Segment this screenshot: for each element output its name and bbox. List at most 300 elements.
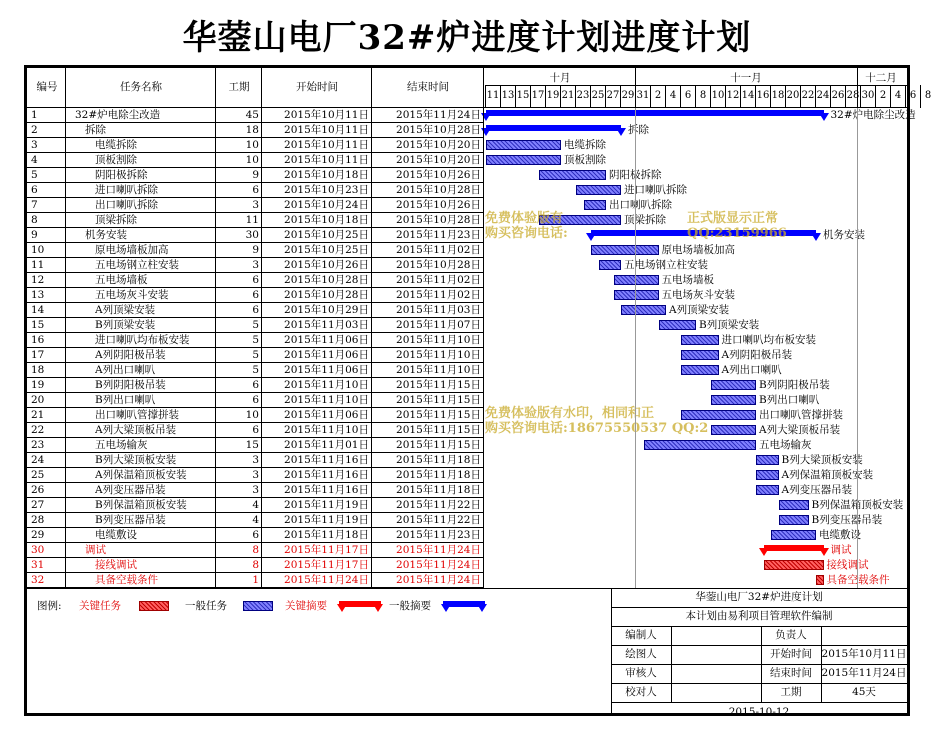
day-tick-label: 10 [711, 90, 725, 101]
day-tick-label: 4 [669, 90, 677, 101]
task-name: 五电场灰斗安装 [95, 289, 169, 301]
day-tick-label: 6 [684, 90, 692, 101]
task-end: 2015年10月20日 [396, 154, 481, 166]
task-duration: 3 [252, 259, 259, 271]
task-bar [816, 575, 824, 585]
task-name: 电缆拆除 [95, 139, 137, 151]
month-separator [857, 68, 858, 108]
infobox-col-line [761, 626, 762, 702]
task-duration: 3 [252, 199, 259, 211]
task-bar [486, 155, 561, 165]
task-end: 2015年11月10日 [396, 364, 481, 376]
day-tick-label: 22 [801, 90, 815, 101]
day-tick-label: 8 [924, 90, 932, 101]
watermark-text: 购买咨询电话:18675550537 QQ:2 [485, 421, 709, 436]
task-name: 五电场墙板 [95, 274, 148, 286]
summary-right-cap [819, 548, 829, 556]
month-oct: 十月 [549, 72, 571, 84]
task-id: 1 [31, 109, 38, 121]
task-name: 进口喇叭均布板安装 [95, 334, 190, 346]
task-bar-label: 进口喇叭均布板安装 [721, 334, 816, 346]
task-bar [621, 305, 666, 315]
task-start: 2015年11月06日 [284, 364, 369, 376]
task-name: A列顶梁安装 [95, 304, 156, 316]
task-duration: 4 [252, 514, 259, 526]
task-name: 顶板割除 [95, 154, 137, 166]
task-end: 2015年10月26日 [396, 199, 481, 211]
summary-left-cap [586, 233, 596, 241]
task-bar-label: A列出口喇叭 [721, 364, 782, 376]
task-bar-label: 五电场钢立柱安装 [624, 259, 708, 271]
infobox-value: 2015年10月11日 [821, 648, 907, 660]
task-duration: 10 [245, 154, 259, 166]
task-id: 14 [31, 304, 45, 316]
task-id: 29 [31, 529, 45, 541]
task-id: 16 [31, 334, 45, 346]
day-tick-label: 14 [741, 90, 755, 101]
task-start: 2015年11月16日 [284, 469, 369, 481]
task-end: 2015年10月28日 [396, 259, 481, 271]
task-duration: 11 [245, 214, 259, 226]
task-name: B列大梁顶板安装 [95, 454, 177, 466]
task-duration: 3 [252, 454, 259, 466]
day-tick-label: 15 [516, 90, 530, 101]
task-end: 2015年11月24日 [396, 559, 481, 571]
task-name: 具备空载条件 [95, 574, 158, 586]
task-start: 2015年10月29日 [284, 304, 369, 316]
task-duration: 8 [252, 559, 259, 571]
day-tick-label: 11 [486, 90, 500, 101]
task-end: 2015年11月15日 [396, 424, 481, 436]
task-start: 2015年10月25日 [284, 229, 369, 241]
legend-normal-summary-right-cap [477, 604, 487, 612]
task-start: 2015年11月19日 [284, 499, 369, 511]
header-duration: 工期 [228, 81, 250, 93]
day-tick-label: 16 [756, 90, 770, 101]
task-bar [599, 260, 622, 270]
task-duration: 6 [252, 394, 259, 406]
task-duration: 45 [245, 109, 259, 121]
infobox-col-line [671, 626, 672, 702]
task-bar-label: 机务安装 [823, 229, 865, 241]
task-id: 11 [31, 259, 45, 271]
page-title: 华蓥山电厂32#炉进度计划进度计划 [182, 18, 752, 58]
task-duration: 5 [252, 349, 259, 361]
task-bar [681, 365, 719, 375]
task-bar [681, 350, 719, 360]
header-id: 编号 [36, 81, 58, 93]
day-tick-label: 30 [861, 90, 875, 101]
task-bar-label: 拆除 [628, 124, 649, 136]
task-end: 2015年11月07日 [396, 319, 481, 331]
legend-label: 图例: [37, 600, 62, 612]
task-duration: 6 [252, 304, 259, 316]
task-start: 2015年11月16日 [284, 454, 369, 466]
day-tick-label: 27 [606, 90, 620, 101]
watermark-text: 免费体验版有水印，相同和正 [485, 406, 655, 421]
day-tick-label: 17 [531, 90, 545, 101]
task-start: 2015年11月06日 [284, 409, 369, 421]
task-bar [591, 245, 659, 255]
task-bar-label: 调试 [830, 544, 852, 556]
task-bar-label: A列大梁顶板吊装 [759, 424, 841, 436]
legend-normal-summary-label: 一般摘要 [389, 600, 431, 612]
task-id: 6 [31, 184, 38, 196]
task-name: 接线调试 [95, 559, 137, 571]
task-duration: 18 [245, 124, 259, 136]
day-tick-label: 26 [831, 90, 845, 101]
task-start: 2015年10月11日 [284, 139, 369, 151]
day-tick-label: 13 [501, 90, 515, 101]
task-name: 五电场钢立柱安装 [95, 259, 179, 271]
task-duration: 6 [252, 274, 259, 286]
day-tick-label: 25 [591, 90, 605, 101]
task-id: 17 [31, 349, 45, 361]
infobox-key: 绘图人 [625, 648, 657, 660]
task-id: 13 [31, 289, 45, 301]
task-bar [756, 455, 779, 465]
task-end: 2015年10月28日 [396, 214, 481, 226]
infobox-key: 负责人 [775, 629, 807, 641]
task-name: 出口喇叭管撑拼装 [95, 409, 179, 421]
task-start: 2015年10月18日 [284, 214, 369, 226]
table-col-line [483, 68, 484, 588]
task-start: 2015年10月11日 [284, 124, 369, 136]
task-bar-label: 原电场墙板加高 [661, 244, 735, 256]
task-id: 20 [31, 394, 45, 406]
task-name: 拆除 [85, 124, 106, 136]
month-separator [635, 68, 636, 108]
task-bar-label: B列出口喇叭 [759, 394, 820, 406]
task-end: 2015年11月22日 [396, 514, 481, 526]
table-col-line [65, 68, 66, 588]
task-start: 2015年11月10日 [284, 394, 369, 406]
task-start: 2015年11月24日 [284, 574, 369, 586]
task-bar-label: 出口喇叭管撑拼装 [759, 409, 843, 421]
task-name: A列阴阳极吊装 [95, 349, 166, 361]
task-bar-label: 接线调试 [826, 559, 869, 571]
task-name: 原电场墙板加高 [95, 244, 169, 256]
task-duration: 10 [245, 139, 259, 151]
watermark-text: 购买咨询电话: [485, 226, 568, 241]
task-bar [756, 485, 779, 495]
task-duration: 6 [252, 289, 259, 301]
task-bar [644, 440, 757, 450]
task-bar-label: A列顶梁安装 [669, 304, 730, 316]
task-start: 2015年11月01日 [284, 439, 369, 451]
summary-bar [764, 545, 824, 551]
day-tick-label: 4 [894, 90, 902, 101]
task-duration: 1 [252, 574, 259, 586]
task-id: 12 [31, 274, 45, 286]
task-start: 2015年10月24日 [284, 199, 369, 211]
gantt-month-guide [635, 108, 636, 588]
task-duration: 6 [252, 529, 259, 541]
day-tick-label: 24 [816, 90, 830, 101]
task-bar-label: A列保温箱顶板安装 [781, 469, 874, 481]
task-bar [539, 170, 607, 180]
day-tick-label: 2 [654, 90, 662, 101]
task-id: 19 [31, 379, 45, 391]
task-start: 2015年10月18日 [284, 169, 369, 181]
infobox-key: 结束时间 [770, 667, 812, 679]
task-bar-label: B列顶梁安装 [699, 319, 760, 331]
task-bar-label: 顶板割除 [564, 154, 606, 166]
task-id: 22 [31, 424, 45, 436]
task-start: 2015年10月28日 [284, 274, 369, 286]
task-id: 18 [31, 364, 45, 376]
infobox-line [611, 645, 907, 646]
task-duration: 5 [252, 319, 259, 331]
task-id: 30 [31, 544, 45, 556]
legend-key-summary-right-cap [373, 604, 383, 612]
task-duration: 3 [252, 484, 259, 496]
infobox-key: 工期 [780, 686, 802, 698]
task-duration: 6 [252, 379, 259, 391]
task-id: 27 [31, 499, 45, 511]
task-bar [711, 395, 756, 405]
task-end: 2015年11月24日 [396, 109, 481, 121]
gantt-month-guide [857, 108, 858, 588]
task-bar [486, 140, 561, 150]
task-duration: 6 [252, 424, 259, 436]
task-bar [711, 425, 756, 435]
task-bar-label: 五电场墙板 [661, 274, 714, 286]
task-end: 2015年10月28日 [396, 184, 481, 196]
infobox-line [611, 607, 907, 608]
day-tick-label: 12 [726, 90, 740, 101]
task-start: 2015年11月17日 [284, 544, 369, 556]
task-duration: 9 [252, 169, 259, 181]
task-end: 2015年11月18日 [396, 469, 481, 481]
task-end: 2015年11月23日 [396, 529, 481, 541]
day-tick-label: 28 [846, 90, 860, 101]
task-duration: 8 [252, 544, 259, 556]
task-bar [711, 380, 756, 390]
task-name: 调试 [85, 544, 106, 556]
task-id: 26 [31, 484, 45, 496]
task-id: 21 [31, 409, 45, 421]
task-bar-label: A列阴阳极吊装 [721, 349, 793, 361]
infobox-date: 2015-10-12 [728, 706, 790, 718]
task-end: 2015年11月18日 [396, 454, 481, 466]
task-id: 24 [31, 454, 45, 466]
task-id: 15 [31, 319, 45, 331]
task-bar [576, 185, 621, 195]
infobox-line [611, 664, 907, 665]
task-bar-label: 五电场输灰 [759, 439, 812, 451]
month-nov: 十一月 [730, 72, 762, 84]
task-bar [659, 320, 697, 330]
task-end: 2015年11月24日 [396, 574, 481, 586]
gantt-grid [27, 68, 932, 718]
task-name: A列出口喇叭 [95, 364, 156, 376]
task-name: 电缆敷设 [95, 529, 137, 541]
task-id: 28 [31, 514, 45, 526]
infobox-value: 45天 [852, 686, 876, 698]
task-duration: 10 [245, 409, 259, 421]
infobox-subtitle: 本计划由易利项目管理软件编制 [685, 610, 833, 622]
task-name: B列顶梁安装 [95, 319, 156, 331]
task-duration: 5 [252, 334, 259, 346]
day-tick-label: 18 [771, 90, 785, 101]
legend-normal-task-swatch [243, 601, 273, 611]
header-end: 结束时间 [407, 81, 449, 93]
task-duration: 30 [245, 229, 259, 241]
task-bar [771, 530, 816, 540]
legend-key-task-swatch [139, 601, 169, 611]
task-id: 4 [31, 154, 38, 166]
task-id: 10 [31, 244, 45, 256]
task-duration: 15 [245, 439, 259, 451]
task-start: 2015年11月17日 [284, 559, 369, 571]
task-name: A列变压器吊装 [95, 484, 166, 496]
task-name: 五电场输灰 [95, 439, 148, 451]
day-tick-label: 31 [636, 90, 650, 101]
task-start: 2015年10月25日 [284, 244, 369, 256]
task-id: 31 [31, 559, 45, 571]
summary-right-cap [819, 113, 829, 121]
task-bar-label: B列阴阳极吊装 [759, 379, 830, 391]
task-name: 机务安装 [85, 229, 127, 241]
task-id: 2 [31, 124, 38, 136]
task-bar-label: 进口喇叭拆除 [624, 184, 687, 196]
task-end: 2015年11月24日 [396, 544, 481, 556]
task-end: 2015年11月15日 [396, 379, 481, 391]
day-tick-label: 2 [879, 90, 887, 101]
task-duration: 4 [252, 499, 259, 511]
table-col-line [261, 68, 262, 588]
summary-right-cap [616, 128, 626, 136]
summary-left-cap [759, 548, 769, 556]
task-start: 2015年11月06日 [284, 349, 369, 361]
day-tick-label: 29 [621, 90, 635, 101]
header-bottom-line [27, 107, 907, 108]
legend-key-summary-left-cap [337, 604, 347, 612]
table-col-line [371, 68, 372, 588]
task-end: 2015年11月22日 [396, 499, 481, 511]
task-duration: 5 [252, 364, 259, 376]
task-bar-label: 电缆敷设 [819, 529, 861, 541]
gantt-sheet [24, 65, 932, 718]
task-bar [779, 515, 809, 525]
infobox-col-line [821, 626, 822, 702]
task-end: 2015年11月23日 [396, 229, 481, 241]
infobox-line [611, 626, 907, 627]
task-bar-label: 电缆拆除 [564, 139, 606, 151]
task-start: 2015年10月28日 [284, 289, 369, 301]
task-name: 32#炉电除尘改造 [75, 109, 161, 121]
task-end: 2015年11月02日 [396, 289, 481, 301]
task-start: 2015年11月03日 [284, 319, 369, 331]
task-end: 2015年11月02日 [396, 274, 481, 286]
task-name: B列阴阳极吊装 [95, 379, 166, 391]
task-start: 2015年11月18日 [284, 529, 369, 541]
task-id: 23 [31, 439, 45, 451]
task-start: 2015年11月06日 [284, 334, 369, 346]
task-end: 2015年10月20日 [396, 139, 481, 151]
task-name: A列大梁顶板吊装 [95, 424, 177, 436]
infobox-key: 开始时间 [770, 648, 812, 660]
day-tick-label: 20 [786, 90, 800, 101]
infobox-key: 编制人 [625, 629, 657, 641]
task-name: 顶梁拆除 [95, 214, 137, 226]
task-start: 2015年11月16日 [284, 484, 369, 496]
legend-key-task-label: 关键任务 [79, 600, 121, 612]
task-bar-label: A列变压器吊装 [781, 484, 853, 496]
task-start: 2015年11月19日 [284, 514, 369, 526]
task-bar-label: B列保温箱顶板安装 [811, 499, 904, 511]
task-start: 2015年10月26日 [284, 259, 369, 271]
infobox-value: 2015年11月24日 [821, 667, 907, 679]
task-name: B列变压器吊装 [95, 514, 166, 526]
task-bar-label: B列大梁顶板安装 [781, 454, 863, 466]
task-duration: 6 [252, 184, 259, 196]
task-id: 7 [31, 199, 38, 211]
task-end: 2015年11月10日 [396, 349, 481, 361]
day-tick-label: 19 [546, 90, 560, 101]
task-bar [764, 560, 824, 570]
task-id: 8 [31, 214, 38, 226]
task-name: 进口喇叭拆除 [95, 184, 158, 196]
task-start: 2015年10月11日 [284, 154, 369, 166]
task-name: 阴阳极拆除 [95, 169, 148, 181]
task-end: 2015年11月15日 [396, 409, 481, 421]
watermark-text: QQ:23159966 [687, 226, 787, 241]
task-end: 2015年11月15日 [396, 439, 481, 451]
task-start: 2015年10月23日 [284, 184, 369, 196]
summary-right-cap [811, 233, 821, 241]
task-bar-label: B列变压器吊装 [811, 514, 883, 526]
task-end: 2015年10月26日 [396, 169, 481, 181]
task-id: 5 [31, 169, 38, 181]
task-end: 2015年10月28日 [396, 124, 481, 136]
task-bar [614, 290, 659, 300]
task-bar [584, 200, 607, 210]
infobox-line [611, 683, 907, 684]
task-bar [756, 470, 779, 480]
legend-key-summary-label: 关键摘要 [285, 600, 327, 612]
task-start: 2015年11月10日 [284, 424, 369, 436]
task-bar-label: 具备空载条件 [826, 574, 890, 586]
task-end: 2015年11月02日 [396, 244, 481, 256]
task-duration: 3 [252, 469, 259, 481]
day-tick-label: 8 [699, 90, 707, 101]
legend-normal-summary-left-cap [441, 604, 451, 612]
task-bar [779, 500, 809, 510]
day-tick-label: 6 [909, 90, 917, 101]
table-col-line [215, 68, 216, 588]
header-start: 开始时间 [296, 81, 338, 93]
task-name: 出口喇叭拆除 [95, 199, 158, 211]
task-bar-label: 出口喇叭拆除 [609, 199, 672, 211]
task-id: 25 [31, 469, 45, 481]
task-end: 2015年11月18日 [396, 484, 481, 496]
task-name: B列出口喇叭 [95, 394, 156, 406]
task-end: 2015年11月10日 [396, 334, 481, 346]
summary-bar [486, 125, 621, 131]
day-tick-label: 21 [561, 90, 575, 101]
table-bottom-line [27, 588, 907, 589]
day-tick-label: 23 [576, 90, 590, 101]
task-bar [681, 410, 756, 420]
task-bar-label: 顶梁拆除 [624, 214, 666, 226]
task-end: 2015年11月15日 [396, 394, 481, 406]
header-name: 任务名称 [120, 81, 162, 93]
task-bar [681, 335, 719, 345]
month-dec: 十二月 [865, 72, 897, 84]
task-bar-label: 阴阳极拆除 [609, 169, 662, 181]
